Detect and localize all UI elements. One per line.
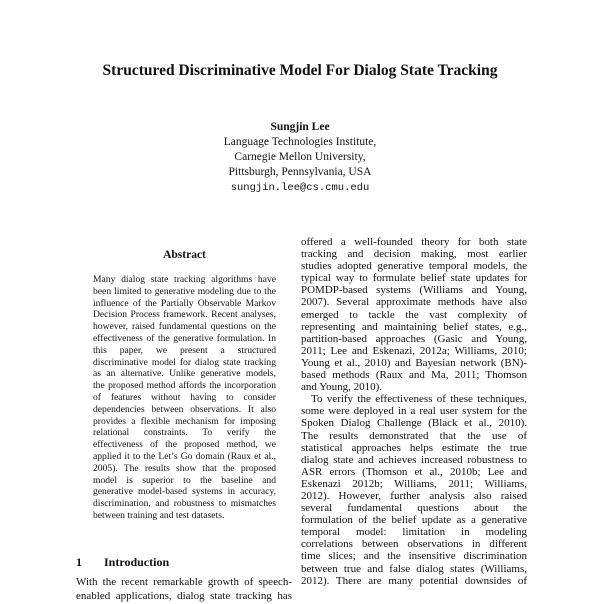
text-line: Young et al., 2010) and Bayesian network (BN)- [301,356,527,369]
author-affiliation-institute: Language Technologies Institute, [223,136,377,148]
abstract-heading: Abstract [163,249,206,261]
text-line: enabled applications, dialog state tracking has [76,590,292,602]
text-line: and Young, 2010). [301,381,382,394]
text-line: Many dialog state tracking algorithms have [93,274,276,285]
text-line: discriminative model for dialog state tracking [93,356,276,368]
text-line: The results demonstrated that the use of [301,429,527,442]
text-line: applied it to the Let’s Go domain (Raux et al., [93,450,276,462]
text-line: as an alternative. Unlike generative models, [93,368,276,380]
text-line: 2012). However, further analysis also raised [301,489,527,502]
text-line: several fundamental questions about the [301,502,527,515]
text-line: ASR errors (Thomson et al., 2010b; Lee and [301,465,527,478]
text-line: time slices; and the insensitive discrimination [301,550,527,563]
text-line: 2012). There are many potential downsides of [301,574,527,587]
text-line: offered a well-founded theory for both state [301,236,527,248]
text-line: discrimination, and robustness to mismatches [93,498,276,510]
text-line: formulation of the belief update as a generative [301,514,527,527]
text-line: provides a flexible mechanism for imposing [93,415,276,427]
author-email: sungjin.lee@cs.cmu.edu [230,182,370,194]
text-line: this paper, we present a structured [93,344,276,356]
abstract-body [93,274,276,522]
introduction-heading [76,555,169,570]
text-line: typical way to formulate belief state updates for [301,272,527,285]
text-line: however, raised fundamental questions on the [93,321,276,333]
section-title: Introduction [104,555,170,569]
text-line: model is superior to the baseline and [93,474,276,486]
author-affiliation-university: Carnegie Mellon University, [234,151,366,163]
text-line: tracking and decision making, most earlier [301,248,527,261]
text-line: of features without having to consider [93,391,276,403]
text-line: generative model-based systems in accuracy, [93,486,276,498]
text-line: statistical approaches helps estimate the true [301,441,527,454]
text-line: partition-based approaches (Gasic and Young, [301,332,527,345]
text-line: studies adopted generative temporal models, the [301,260,527,273]
text-line: emerged to tackle the vast complexity of [301,308,527,321]
text-line: relational constraints. To verify the [93,427,276,439]
text-line: based methods (Raux and Ma, 2011; Thomson [301,369,527,382]
text-line: influence of the Partially Observable Markov [93,297,276,309]
author-name: Sungjin Lee [270,121,330,133]
text-line: To verify the effectiveness of these techniques, [311,393,527,406]
text-line: 2007). Several approximate methods have also [301,296,527,309]
author-affiliation-location: Pittsburgh, Pennsylvania, USA [228,166,372,178]
section-number: 1 [76,555,82,569]
text-line: between training and test datasets. [93,509,225,521]
text-line: dialog state and achieves increased robustness to [301,453,527,466]
text-line: temporal model: limitation in modeling [301,526,527,539]
text-line: been limited to generative modeling due to the [93,285,276,297]
paper-title: Structured Discriminative Model For Dialog State Tracking [102,62,498,79]
right-column-body [301,236,527,587]
text-line: POMDP-based systems (Williams and Young, [301,284,527,297]
text-line: 2011; Lee and Eskenazi, 2012a; Williams, 2010; [301,344,527,357]
text-line: Spoken Dialog Challenge (Black et al., 2010). [301,417,527,430]
text-line: Eskenazi 2012b; Williams, 2011; Williams, [301,477,527,490]
text-line: the proposed method affords the incorporation [93,380,276,392]
text-line: representing and maintaining belief states, e.g., [301,320,527,333]
text-line: 2005). The results show that the proposed [93,462,276,474]
text-line: dependencies between observations. It also [93,403,276,415]
text-line: between true and false dialog states (Williams, [301,562,527,575]
text-line: effectiveness of the proposed method, we [93,439,276,451]
text-line: Decision Process framework. Recent analyses, [93,309,276,321]
text-line: correlations between observations in different [301,538,527,551]
text-line: effectiveness of the generative formulation. In [93,332,276,344]
text-line: With the recent remarkable growth of speech- [76,576,292,588]
text-line: some were deployed in a real user system for the [301,405,527,418]
